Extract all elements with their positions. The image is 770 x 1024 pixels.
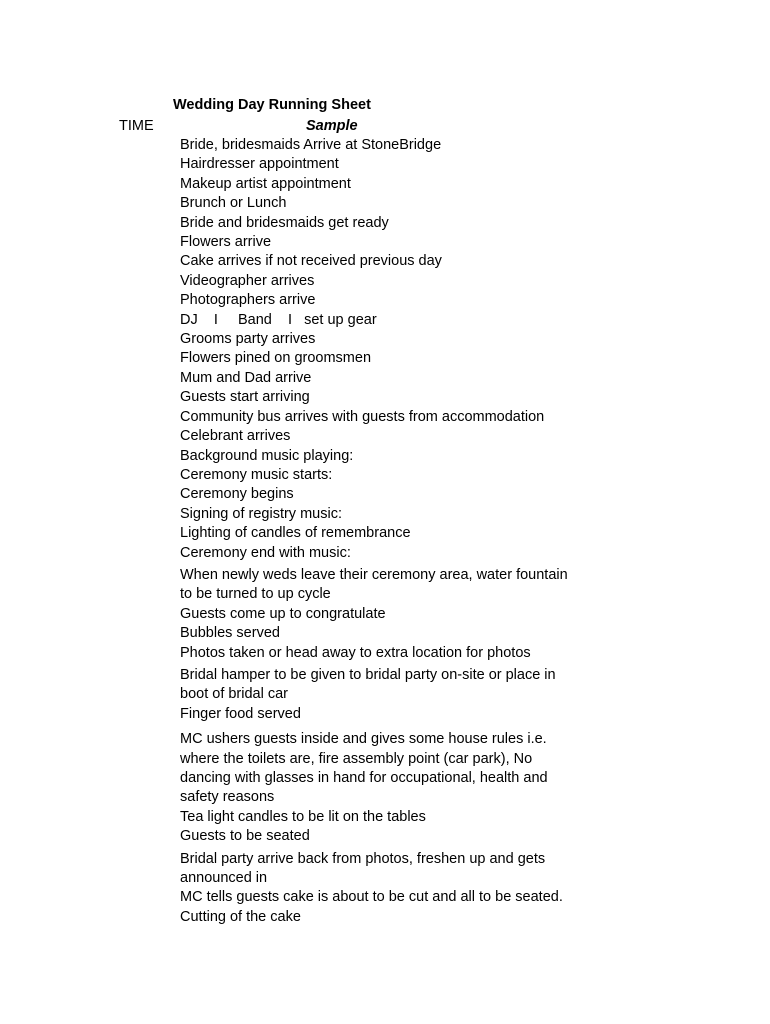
list-item: Tea light candles to be lit on the tables [180, 808, 426, 825]
list-item: Signing of registry music: [180, 505, 342, 522]
list-item: Lighting of candles of remembrance [180, 525, 411, 542]
list-item: Ceremony music starts: [180, 466, 333, 483]
list-item: Bubbles served [180, 625, 280, 642]
running-sheet-list [180, 136, 580, 927]
list-item: Makeup artist appointment [180, 175, 351, 192]
list-item: Cutting of the cake [180, 908, 301, 925]
list-item: Grooms party arrives [180, 331, 316, 348]
list-item: Flowers pined on groomsmen [180, 350, 372, 367]
list-item: Brunch or Lunch [180, 195, 287, 212]
list-item: MC ushers guests inside and gives some house rules i.e. where the toilets are, fire assembly point (car park), No dancing with glasses in hand for occupational, health and safety reasons [180, 731, 548, 806]
list-item: Guests come up to congratulate [180, 605, 386, 622]
list-item: Mum and Dad arrive [180, 369, 312, 386]
list-item: When newly weds leave their ceremony area, water fountain to be turned to up cycle [180, 566, 568, 603]
list-item: Bridal hamper to be given to bridal party on-site or place in boot of bridal car [180, 666, 556, 703]
list-item: Community bus arrives with guests from accommodation [180, 408, 545, 425]
page-title: Wedding Day Running Sheet [173, 97, 371, 113]
time-column-header: TIME [119, 118, 154, 134]
list-item: Bride, bridesmaids Arrive at StoneBridge [180, 137, 442, 153]
list-item: Finger food served [180, 705, 301, 722]
list-item: Cake arrives if not received previous day [180, 253, 442, 270]
list-item: Guests start arriving [180, 389, 310, 406]
list-item: Celebrant arrives [180, 428, 291, 445]
list-item: Ceremony end with music: [180, 544, 351, 561]
list-item: Guests to be seated [180, 828, 310, 845]
list-item: Hairdresser appointment [180, 156, 339, 173]
list-item: MC tells guests cake is about to be cut and all to be seated. [180, 889, 563, 906]
sample-heading: Sample [306, 118, 358, 134]
list-item: Bride and bridesmaids get ready [180, 214, 389, 231]
list-item: Background music playing: [180, 447, 354, 464]
list-item: DJ I Band I set up gear [180, 311, 377, 328]
list-item: Ceremony begins [180, 486, 294, 503]
list-item: Bridal party arrive back from photos, freshen up and gets announced in [180, 850, 546, 887]
list-item: Photographers arrive [180, 292, 316, 309]
list-item: Videographer arrives [180, 272, 315, 289]
list-item: Flowers arrive [180, 234, 272, 251]
list-item: Photos taken or head away to extra location for photos [180, 644, 531, 661]
